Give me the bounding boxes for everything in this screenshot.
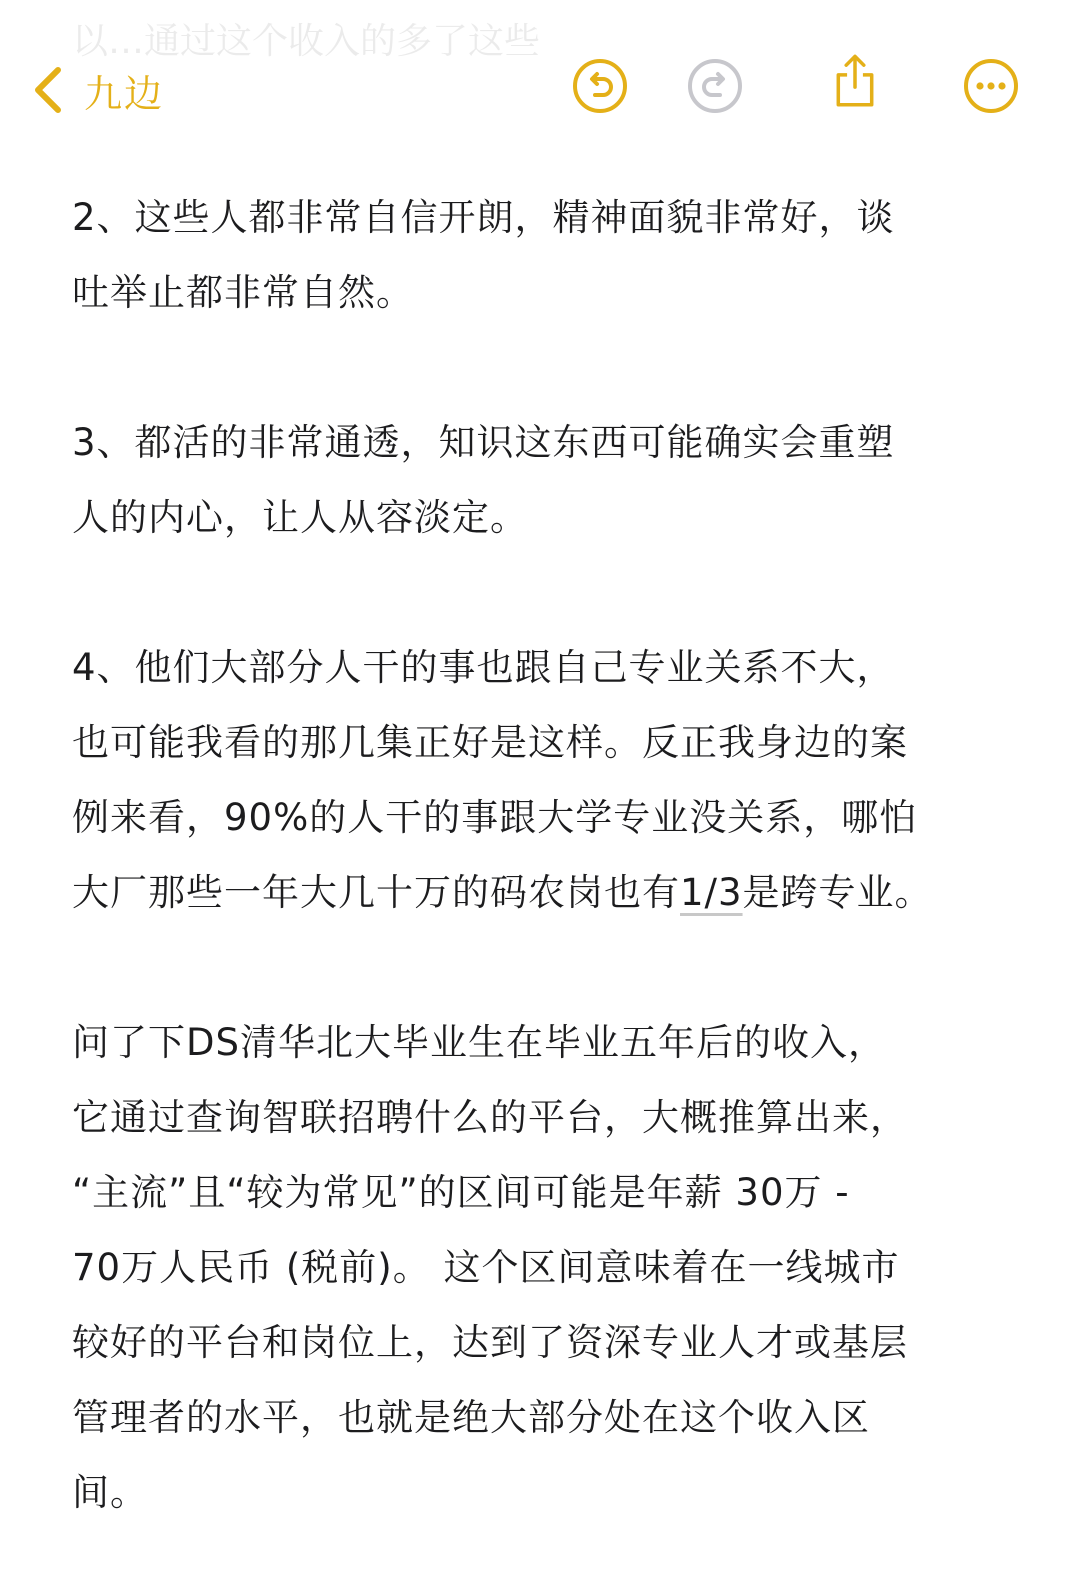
note-line: 3、都活的非常通透，知识这东西可能确实会重塑: [72, 421, 895, 464]
share-button[interactable]: [826, 52, 884, 110]
note-line: 吐举止都非常自然。: [72, 271, 414, 314]
navigation-bar: [0, 40, 1080, 140]
back-button[interactable]: [26, 50, 164, 130]
redo-icon: [686, 57, 744, 115]
note-line: 间。: [72, 1471, 148, 1514]
redo-button[interactable]: [686, 57, 744, 115]
note-line: 人的内心，让人从容淡定。: [72, 496, 528, 539]
back-label: 九边: [84, 71, 165, 116]
note-line: 也可能我看的那几集正好是这样。反正我身边的案: [72, 721, 908, 764]
note-line: 70万人民币 (税前)。 这个区间意味着在一线城市: [72, 1246, 900, 1289]
note-line: 例来看，90%的人干的事跟大学专业没关系，哪怕: [72, 796, 918, 839]
note-line-segment: 大厂那些一年大几十万的码农岗也有: [72, 871, 680, 914]
undo-button[interactable]: [571, 57, 629, 115]
note-line-segment: 是跨专业。: [742, 871, 933, 914]
note-line: 管理者的水平，也就是绝大部分处在这个收入区: [72, 1396, 870, 1439]
note-body[interactable]: [72, 180, 1012, 1530]
fraction-text: 1/3: [680, 871, 743, 914]
more-button[interactable]: [962, 57, 1020, 115]
note-paragraph-3: [72, 405, 1012, 555]
note-line: 它通过查询智联招聘什么的平台，大概推算出来，: [72, 1096, 908, 1139]
note-paragraph-income: [72, 1005, 1012, 1530]
note-paragraph-4: [72, 630, 1012, 930]
note-line: 问了下DS清华北大毕业生在毕业五年后的收入，: [72, 1021, 886, 1064]
chevron-left-icon: [26, 60, 70, 120]
note-line: “主流”且“较为常见”的区间可能是年薪 30万 -: [72, 1171, 850, 1214]
note-line: 较好的平台和岗位上，达到了资深专业人才或基层: [72, 1321, 908, 1364]
undo-icon: [571, 57, 629, 115]
share-icon: [826, 52, 884, 110]
more-icon: [962, 57, 1020, 115]
scrolled-text-ghost: 以…通过这个收入的多了这些: [72, 21, 541, 62]
note-paragraph-2: [72, 180, 1012, 330]
note-line: 2、这些人都非常自信开朗，精神面貌非常好，谈: [72, 196, 895, 239]
note-line: 4、他们大部分人干的事也跟自己专业关系不大，: [72, 646, 895, 689]
